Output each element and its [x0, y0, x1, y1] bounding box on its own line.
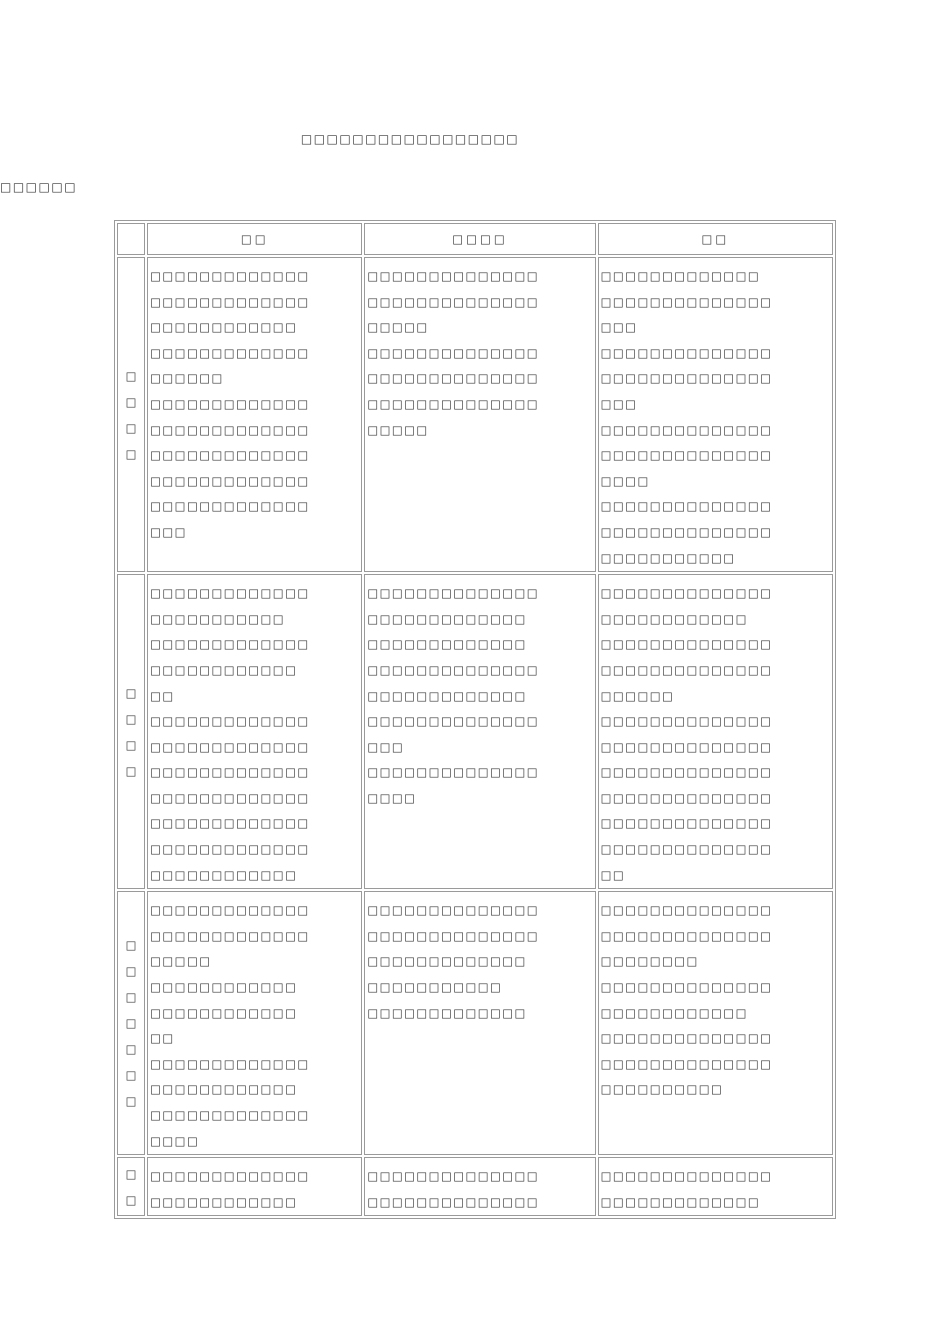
cell-text-line: □□□□□□□□□□□□□□ [600, 903, 773, 918]
cell-text-line: □□□□□□□□□□□□□□ [600, 524, 773, 539]
cell-text-line: □□□□□□□□□□□□□ [367, 637, 527, 652]
cell-text-line: □□□□□□□□□□□□□ [150, 790, 310, 805]
table-cell-2 [364, 574, 595, 889]
cell-text-line: □□□□□□□□□□□□□ [150, 499, 310, 514]
header-col-2: □□□□ [364, 223, 595, 255]
row-header [117, 1157, 145, 1216]
cell-text-line: □□□□□□□□□□□□□□ [600, 928, 773, 943]
row-header-char: □ [125, 1068, 137, 1083]
cell-text-line: □□□□□□□□□□□□ [150, 1082, 298, 1097]
cell-text-line: □□□□□□□□□□□□□ [150, 1108, 310, 1122]
cell-text-line: □□□□□□□□□□□□□□ [367, 345, 540, 360]
cell-text-line: □□□□□□□□□□□□ [150, 1005, 298, 1020]
table-cell-2 [364, 257, 595, 572]
cell-text-line: □□□□□□□□□□□ [600, 550, 736, 565]
header-col-3: □□ [598, 223, 833, 255]
cell-text-line: □□□□□□□□□□□□□□ [600, 345, 773, 360]
cell-text-line: □□□□□□□□□□□□□ [150, 765, 310, 780]
table-cell-1 [147, 1157, 362, 1216]
cell-text-line: □□□□□□□□□□□□□ [150, 473, 310, 488]
cell-text-line: □□□□□□ [150, 371, 224, 386]
row-header-char: □ [125, 763, 137, 778]
cell-text-line: □□□□□□□□□□□□□□ [367, 903, 540, 918]
cell-text-line: □□□□□□□□□□□ [150, 611, 286, 626]
cell-text-line: □□□□□□□□□□□□ [600, 611, 748, 626]
cell-text-line: □□□□□□□□□□□□□□ [600, 422, 773, 437]
table-row [117, 574, 833, 889]
cell-text-line: □□□□□□□□□□□□□□ [367, 1194, 540, 1209]
cell-text-line: □□□□□□□□□□□□□ [150, 928, 310, 943]
cell-text-line: □□□□□□□□□□□□□□ [367, 662, 540, 677]
cell-text-line: □□ [150, 1031, 175, 1046]
cell-text-line: □□□□□□□□□□□□□ [367, 688, 527, 703]
row-header-char: □ [125, 1192, 137, 1207]
cell-text-line: □□□□□□□□□□□ [367, 980, 503, 995]
cell-text-line: □□□□ [367, 790, 417, 805]
cell-text-line: □□□□□□□□□□□□□□ [600, 1056, 773, 1071]
row-header-char: □ [125, 964, 137, 979]
table-cell-3 [598, 891, 833, 1155]
cell-text-line: □□□□□□□□□□□□□□ [600, 790, 773, 805]
cell-text-line: □□□□□□□□□□□□□ [150, 739, 310, 754]
cell-text-line: □□□□□□□□□□□□□ [600, 269, 761, 283]
row-header [117, 891, 145, 1155]
cell-text-line: □□□□□ [150, 954, 212, 969]
table-cell-1 [147, 891, 362, 1155]
cell-text-line: □□□□□ [367, 320, 429, 335]
table-cell-3 [598, 257, 833, 572]
row-header-char: □ [125, 685, 137, 700]
cell-text-line: □□□□□□□□□□□□□□ [367, 1169, 540, 1184]
row-header-char: □ [125, 711, 137, 726]
cell-text-line: □□□□□□□□□□□□□ [150, 448, 310, 463]
document-title: □□□□□□□□□□□□□□□□□ [300, 132, 520, 146]
row-header-char: □ [125, 1094, 137, 1109]
cell-text-line: □□□□□□ [600, 688, 675, 703]
cell-text-line: □□□□□□□□□□□□ [150, 662, 298, 677]
cell-text-line: □□□□□□□□□□□□□□ [600, 714, 773, 729]
cell-text-line: □□□ [600, 320, 638, 335]
table-row [117, 891, 833, 1155]
cell-text-line: □□□□□□□□□□□□□ [150, 714, 310, 729]
cell-text-line: □□□□□□□□□□□□ [600, 1005, 748, 1020]
cell-text-line: □□□□□□□□ [600, 954, 699, 969]
document-subtitle: □□□□□□ [0, 180, 78, 194]
table-cell-2 [364, 1157, 595, 1216]
table-row [117, 1157, 833, 1216]
cell-text-line: □□□□□□□□□□□□□□ [600, 499, 773, 514]
row-header-char: □ [125, 446, 137, 461]
header-corner [117, 223, 145, 255]
cell-text-line: □□□□□□□□□□□□□□ [367, 396, 540, 411]
row-header-char: □ [125, 368, 137, 383]
cell-text-line: □□□□□□□□□□□□□ [150, 1169, 310, 1184]
cell-text-line: □□□□□□□□□□□□□ [150, 816, 310, 831]
cell-text-line: □□□□□□□□□□□□□□ [367, 269, 540, 283]
cell-text-line: □□□ [600, 396, 638, 411]
cell-text-line: □□□□□□□□□□□□□ [367, 611, 527, 626]
cell-text-line: □□□□□□□□□□□□□□ [367, 371, 540, 386]
cell-text-line: □□□□□□□□□□□□□□ [600, 842, 773, 857]
comparison-table [114, 220, 836, 1219]
cell-text-line: □□□□□□□□□□□□□ [150, 345, 310, 360]
cell-text-line: □□□□□□□□□□□□ [150, 1194, 298, 1209]
row-header-char: □ [125, 1042, 137, 1057]
cell-text-line: □□□□□□□□□□□□□□ [600, 448, 773, 463]
cell-text-line: □□□□□□□□□□□□□□ [600, 816, 773, 831]
cell-text-line: □□□□□□□□□□□□□ [150, 903, 310, 918]
cell-text-line: □□□□□□□□□□□□□ [150, 1056, 310, 1071]
cell-text-line: □□□□□□□□□□□□□□ [600, 662, 773, 677]
cell-text-line: □□□□□□□□□□□□□□ [600, 739, 773, 754]
cell-text-line: □□□□□□□□□□□□□□ [600, 980, 773, 995]
table-cell-2 [364, 891, 595, 1155]
cell-text-line: □□□ [150, 524, 187, 539]
row-header-char: □ [125, 938, 137, 953]
cell-text-line: □□□□□□□□□□□□□□ [600, 1031, 773, 1046]
cell-text-line: □□□□□□□□□□□□□ [367, 1005, 527, 1020]
table-cell-3 [598, 1157, 833, 1216]
cell-text-line: □□□□□□□□□□□□ [150, 867, 298, 882]
table-cell-3 [598, 574, 833, 889]
row-header-char: □ [125, 737, 137, 752]
cell-text-line: □□□□□□□□□□□□□□ [600, 294, 773, 309]
cell-text-line: □□□□□□□□□□□□□□ [600, 765, 773, 780]
row-header-char: □ [125, 990, 137, 1005]
cell-text-line: □□□□□□□□□□□□□ [150, 422, 310, 437]
table-header-row [117, 223, 833, 255]
cell-text-line: □□□□□□□□□□□□ [150, 320, 298, 335]
row-header-char: □ [125, 394, 137, 409]
cell-text-line: □□□□□□□□□□□□□ [367, 954, 527, 969]
cell-text-line: □□□□□□□□□□□□□□ [367, 928, 540, 943]
row-header-char: □ [125, 1166, 137, 1181]
cell-text-line: □□□□□□□□□□□□ [150, 980, 298, 995]
table-cell-1 [147, 257, 362, 572]
cell-text-line: □□ [600, 867, 626, 882]
cell-text-line: □□□□ [150, 1133, 200, 1148]
cell-text-line: □□□□□□□□□□□□□ [600, 1194, 761, 1209]
cell-text-line: □□□□□□□□□□□□□ [150, 294, 310, 309]
cell-text-line: □□□□□□□□□□□□□ [150, 586, 310, 601]
cell-text-line: □□□□□□□□□□□□□□ [367, 586, 540, 601]
cell-text-line: □□□ [367, 739, 405, 754]
cell-text-line: □□ [150, 688, 175, 703]
row-header [117, 574, 145, 889]
cell-text-line: □□□□□□□□□□□□□ [150, 637, 310, 652]
cell-text-line: □□□□□□□□□□□□□□ [367, 765, 540, 780]
cell-text-line: □□□□□□□□□□□□□□ [600, 586, 773, 601]
cell-text-line: □□□□ [600, 473, 650, 488]
cell-text-line: □□□□□□□□□□□□□□ [600, 637, 773, 652]
cell-text-line: □□□□□□□□□□□□□□ [600, 1169, 773, 1184]
cell-text-line: □□□□□□□□□□□□□ [150, 396, 310, 411]
cell-text-line: □□□□□□□□□□□□□ [150, 269, 310, 283]
header-col-1: □□ [147, 223, 362, 255]
cell-text-line: □□□□□□□□□□□□□□ [600, 371, 773, 386]
cell-text-line: □□□□□□□□□□□□□□ [367, 714, 540, 729]
cell-text-line: □□□□□□□□□□□□□□ [367, 294, 540, 309]
cell-text-line: □□□□□□□□□□ [600, 1082, 724, 1097]
table-row [117, 257, 833, 572]
cell-text-line: □□□□□ [367, 422, 429, 437]
row-header-char: □ [125, 420, 137, 435]
row-header-char: □ [125, 1016, 137, 1031]
table-cell-1 [147, 574, 362, 889]
cell-text-line: □□□□□□□□□□□□□ [150, 842, 310, 857]
row-header [117, 257, 145, 572]
